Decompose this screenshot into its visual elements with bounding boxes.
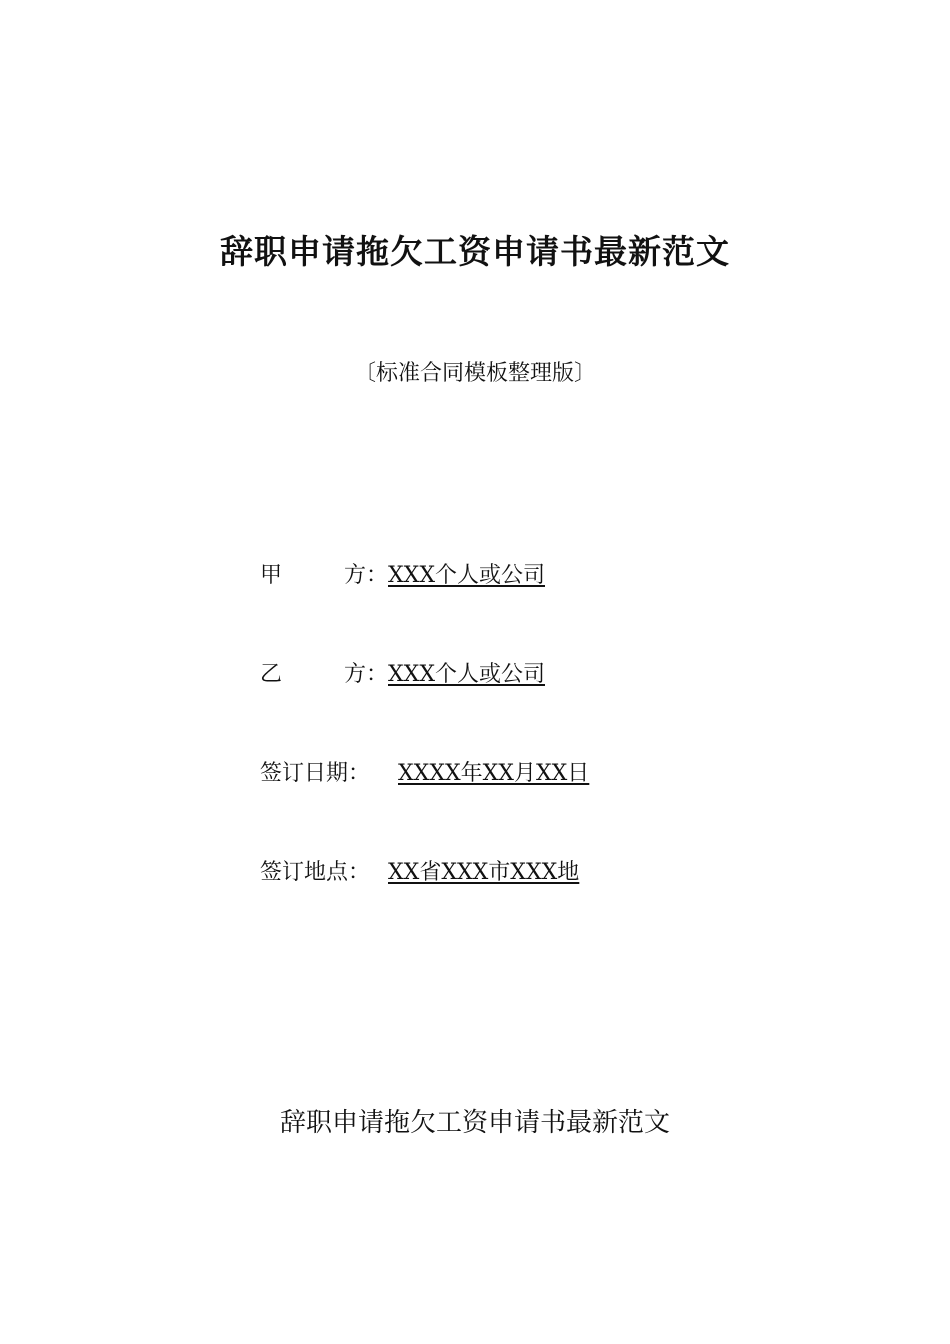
sign-place-label: 签订地点： [260, 860, 371, 885]
document-title: 辞职申请拖欠工资申请书最新范文 [220, 232, 730, 271]
sign-place-field [260, 857, 591, 889]
party-b-value: XXX个人或公司 [388, 662, 545, 687]
party-a-value: XXX个人或公司 [388, 563, 545, 588]
sign-date-label: 签订日期： [260, 761, 371, 786]
footer-title: 辞职申请拖欠工资申请书最新范文 [279, 1108, 670, 1138]
document-subtitle: 〔标准合同模板整理版〕 [353, 361, 596, 386]
party-b-field [260, 659, 599, 691]
party-a-field [260, 560, 599, 592]
sign-place-value: XX省XXX市XXX地 [388, 860, 580, 885]
party-b-label: 乙 方： [260, 662, 388, 687]
sign-date-field [260, 758, 613, 790]
party-a-label: 甲 方： [260, 563, 388, 588]
sign-date-value: XXXX年XX月XX日 [398, 761, 590, 786]
